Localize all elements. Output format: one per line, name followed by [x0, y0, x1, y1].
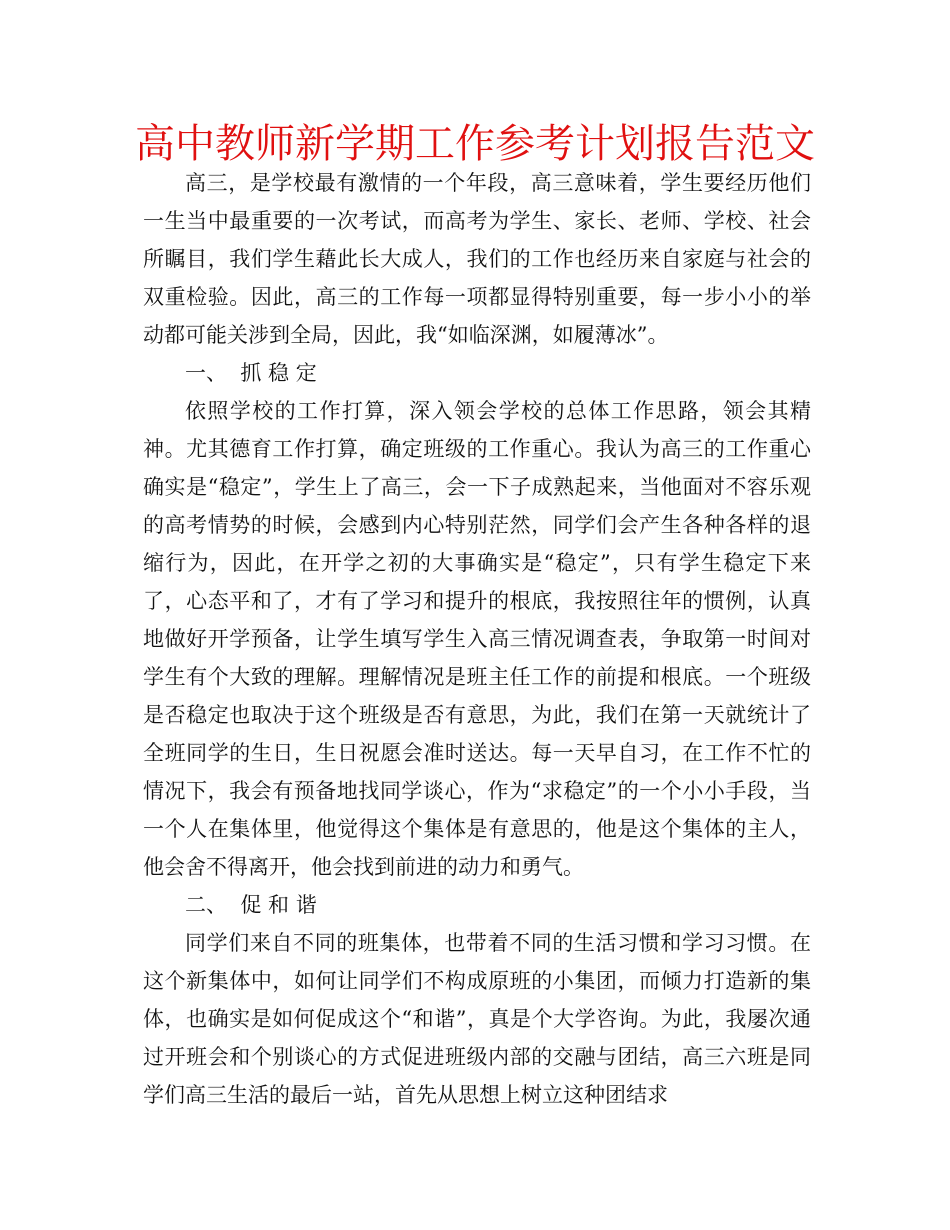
document-body: [143, 164, 811, 1114]
intro-paragraph: 高三，是学校最有激情的一个年段，高三意味着，学生要经历他们一生当中最重要的一次考试，而高考为学生、家长、老师、学校、社会所瞩目，我们学生藉此长大成人，我们的工作也经历来自家庭与社会的双重检验。因此，高三的工作每一项都显得特别重要，每一步小小的举动都可能关涉到全局，因此，我“如临深渊，如履薄冰”。: [143, 171, 811, 347]
section-paragraph-2: 同学们来自不同的班集体，也带着不同的生活习惯和学习习惯。在这个新集体中，如何让同学们不构成原班的小集团，而倾力打造新的集体，也确实是如何促成这个“和谐”，真是个大学咨询。为此，我屡次通过开班会和个别谈心的方式促进班级内部的交融与团结，高三六班是同学们高三生活的最后一站，首先从思想上树立这种团结求: [143, 931, 811, 1107]
section-heading-2: 二、 促 和 谐: [185, 893, 317, 917]
document-title: 高中教师新学期工作参考计划报告范文: [135, 121, 815, 167]
section-paragraph-1: 依照学校的工作打算，深入领会学校的总体工作思路，领会其精神。尤其德育工作打算，确定班级的工作重心。我认为高三的工作重心确实是“稳定”，学生上了高三，会一下子成熟起来，当他面对不容乐观的高考情势的时候，会感到内心特别茫然，同学们会产生各种各样的退缩行为，因此，在开学之初的大事确实是“稳定”，只有学生稳定下来了，心态平和了，才有了学习和提升的根底，我按照往年的惯例，认真地做好开学预备，让学生填写学生入高三情况调查表，争取第一时间对学生有个大致的理解。理解情况是班主任工作的前提和根底。一个班级是否稳定也取决于这个班级是否有意思，为此，我们在第一天就统计了全班同学的生日，生日祝愿会准时送达。每一天早自习，在工作不忙的情况下，我会有预备地找同学谈心，作为“求稳定”的一个小小手段，当一个人在集体里，他觉得这个集体是有意思的，他是这个集体的主人，他会舍不得离开，他会找到前进的动力和勇气。: [143, 399, 811, 879]
section-heading-1: 一、 抓 稳 定: [185, 361, 317, 385]
